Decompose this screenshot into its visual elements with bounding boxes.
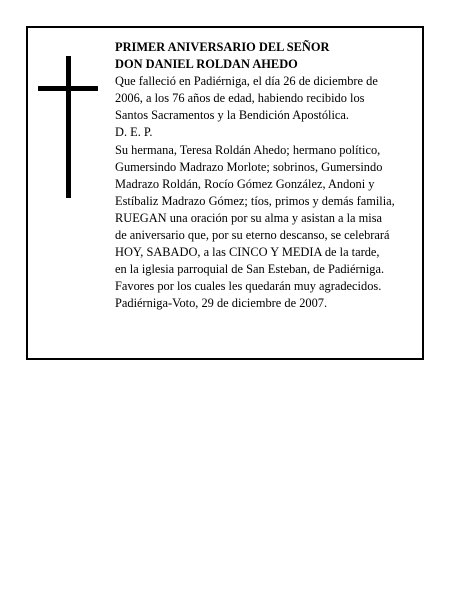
notice-line: Favores por los cuales les quedarán muy agradecidos. <box>115 279 382 294</box>
notice-line: Padiérniga-Voto, 29 de diciembre de 2007. <box>115 296 328 311</box>
notice-heading-line-2: DON DANIEL ROLDAN AHEDO <box>115 57 298 72</box>
cross-icon <box>38 56 98 198</box>
notice-heading-line-1: PRIMER ANIVERSARIO DEL SEÑOR <box>115 40 330 54</box>
notice-text <box>115 39 420 313</box>
notice-line: Que falleció en Padiérniga, el día 26 de diciembre de <box>115 74 378 89</box>
notice-line: Su hermana, Teresa Roldán Ahedo; hermano político, <box>115 142 381 157</box>
notice-line: D. E. P. <box>115 125 153 140</box>
cross-horizontal-bar <box>38 86 98 91</box>
cross-vertical-bar <box>66 56 71 198</box>
notice-line: Gumersindo Madrazo Morlote; sobrinos, Gumersindo <box>115 159 383 174</box>
notice-line: de aniversario que, por su eterno descanso, se celebrará <box>115 228 390 243</box>
notice-line: Madrazo Roldán, Rocío Gómez González, Andoni y <box>115 176 375 191</box>
obituary-notice <box>26 26 424 360</box>
notice-line: Estíbaliz Madrazo Gómez; tíos, primos y demás familia, <box>115 193 395 208</box>
notice-line: 2006, a los 76 años de edad, habiendo recibido los <box>115 91 365 106</box>
notice-line: en la iglesia parroquial de San Esteban, de Padiérniga. <box>115 262 385 277</box>
notice-line: Santos Sacramentos y la Bendición Apostólica. <box>115 108 350 123</box>
notice-line: HOY, SABADO, a las CINCO Y MEDIA de la tarde, <box>115 245 380 260</box>
notice-line: RUEGAN una oración por su alma y asistan a la misa <box>115 210 383 225</box>
